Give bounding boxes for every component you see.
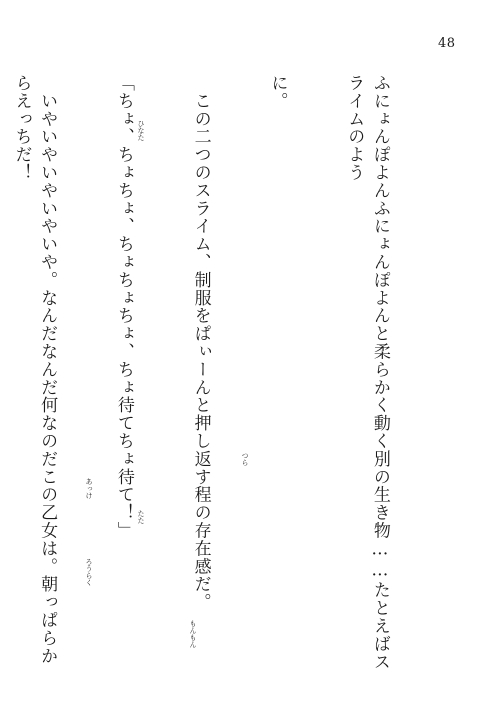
text-line-3: この二つのスライム、制服をぱぃーんと押し返す程の存在感だ。 <box>190 74 211 611</box>
furigana-akke: あっけ <box>85 478 93 499</box>
text-line-1: ふにょんぽよんふにょんぽよんと柔らかく動く別の生き物……たとえばスライムのよう <box>344 74 390 671</box>
furigana-rouraku: ろうらく <box>85 558 93 586</box>
novel-text-block <box>11 74 443 674</box>
furigana-tataete: たた <box>137 510 145 524</box>
furigana-tsura: つら <box>241 452 249 466</box>
text-line-5: いやいやいやいやいや。なんだなんだ何なのだこの乙女は。朝っぱらからえっちだ！ <box>11 74 58 665</box>
furigana-hinata: ひなた <box>137 120 145 141</box>
page-number: 48 <box>438 36 456 51</box>
furigana-monmon: もんもん <box>189 620 197 648</box>
text-line-4: 「ちょ、ちょちょ、ちょちょちょ、ちょ待てちょ待て！」 <box>113 74 134 540</box>
text-line-2: に。 <box>267 74 288 110</box>
